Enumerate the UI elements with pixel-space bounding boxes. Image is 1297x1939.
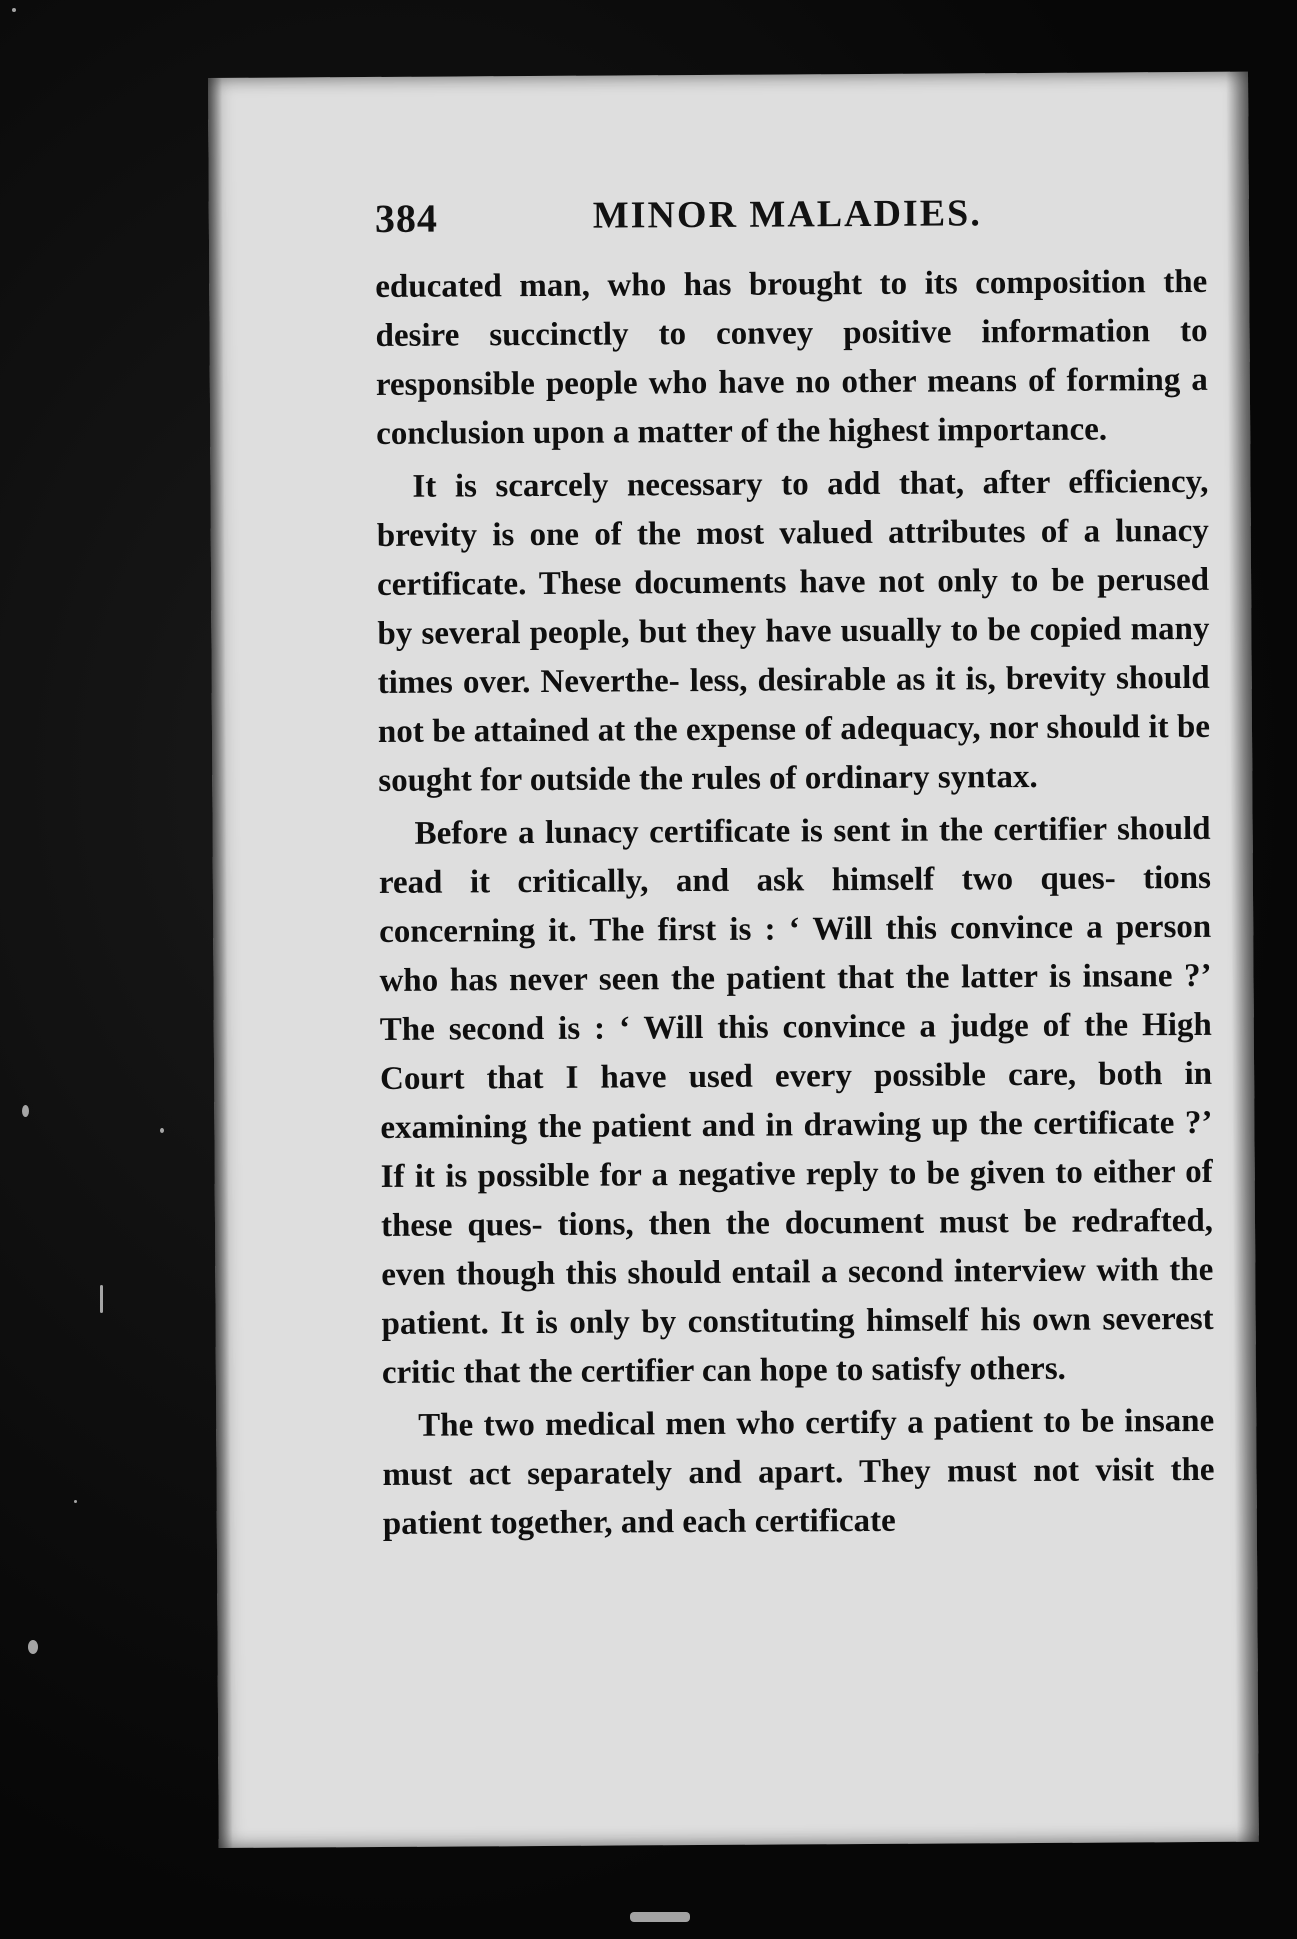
- paragraph-separate-certification: The two medical men who certify a patient to be insane must act separately and apart. They must not visit the patient together, and each certificate: [382, 1402, 1215, 1542]
- page-number: 384: [374, 195, 438, 241]
- scan-speck: [630, 1912, 690, 1922]
- body-text: [375, 258, 1215, 1553]
- paragraph-brevity: It is scarcely necessary to add that, after efficiency, brevity is one of the most valued attributes of a lunacy certificate. These documents have not only to be perused by several people, but they have usually to be copied many times over. Neverthe- less, desirable as it is, brevity should not be attained at the expense of adequacy, nor should it be sought for outside the rules of ordinary syntax.: [376, 463, 1211, 799]
- paragraph-continuation: educated man, who has brought to its composition the desire succinctly to convey positive information to responsible people who have no other means of forming a conclusion upon a matter of the highest importance.: [375, 263, 1208, 452]
- running-title: MINOR MALADIES.: [592, 192, 982, 237]
- scan-speck: [28, 1640, 38, 1654]
- scan-speck: [12, 8, 16, 12]
- scan-speck: [74, 1500, 77, 1503]
- running-head: [375, 190, 1205, 245]
- scan-speck: [100, 1285, 103, 1313]
- scan-speck: [22, 1105, 29, 1117]
- paragraph-review: Before a lunacy certificate is sent in the certifier should read it critically, and ask himself two ques- tions concerning it. The first is : ‘ Will this convince a person who has never seen the patient that the latter is insane ?’ The second is : ‘ Will this convince a judge of the High Court that I have used every possible care, both in examining the patient and in drawing up the certificate ?’ If it is possible for a negative reply to be given to either of these ques- tions, then the document must be redrafted, even though this should entail a second interview with the patient. It is only by constituting himself his own severest critic that the certifier can hope to satisfy others.: [378, 810, 1214, 1391]
- scan-speck: [160, 1128, 164, 1133]
- book-page: [208, 72, 1259, 1848]
